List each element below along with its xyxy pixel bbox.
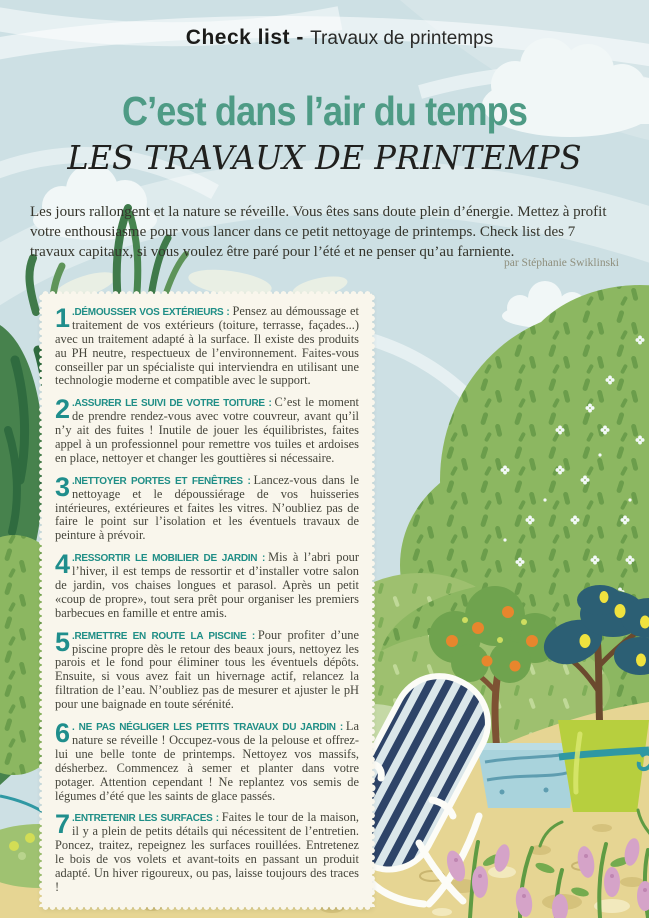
item-number: 3 xyxy=(55,471,70,502)
checklist-item-6 xyxy=(55,720,359,803)
page-title: C’est dans l’air du temps xyxy=(121,88,528,134)
item-body: Pensez au démoussage et traitement de vos extérieurs (toiture, terrasse, façades...) avec un traitement adapté à la surface. Il existe des produits au PH neutre, respectueux de l’environnement. Faites-vous conseiller par un spécialiste qui interviendra en utilisant une technologie moderne et compatible avec le support. xyxy=(55,304,359,388)
item-body: Lancez-vous dans le nettoyage et le dépoussiérage de vos huisseries intérieures, extérieures et faites les vitres. N’oubliez pas de faire le point sur l’isolation et les éventuels travaux de peinture à prévoir. xyxy=(55,472,359,543)
item-heading: .ENTRETENIR LES SURFACES : xyxy=(72,813,219,825)
checklist-item-1 xyxy=(55,305,359,388)
item-number: 4 xyxy=(55,549,70,580)
page-subtitle: LES TRAVAUX DE PRINTEMPS xyxy=(67,138,582,177)
item-number: 2 xyxy=(55,394,70,425)
kicker-rest: Travaux de printemps xyxy=(310,28,494,49)
checklist-item-3 xyxy=(55,471,359,543)
item-heading: . NE PAS NÉGLIGER LES PETITS TRAVAUX DU JARDIN : xyxy=(72,722,343,734)
item-number: 1 xyxy=(55,303,70,333)
checklist-item-7 xyxy=(55,811,359,894)
item-heading: .ASSURER LE SUIVI DE VOTRE TOITURE : xyxy=(72,398,272,410)
item-body: La nature se réveille ! Occupez-vous de la pelouse et offrez-lui une belle tonte de printemps. Nettoyez vos massifs, désherbez. Commencez à semer et planter dans votre potager. Attention cependant ! Ne replantez vos semis de légumes d’été que les saints de glace passés. xyxy=(55,719,359,803)
intro-paragraph: Les jours rallongent et la nature se réveille. Vous êtes sans doute plein d’énergie. Mettez à profit votre enthousiasme pour vous lancer dans ce petit nettoyage de printemps. Check list des 7 travaux capitaux, si vous voulez être paré pour l’été et ne penser qu’au farniente. xyxy=(30,204,607,260)
kicker-bold: Check list - xyxy=(185,26,311,49)
item-number: 5 xyxy=(55,626,70,657)
checklist-item-2 xyxy=(55,396,359,465)
item-heading: .DÉMOUSSER VOS EXTÉRIEURS : xyxy=(72,307,230,318)
item-heading: .NETTOYER PORTES ET FENÊTRES : xyxy=(72,475,251,487)
item-number: 6 xyxy=(55,718,70,749)
item-body: Pour profiter d’une piscine propre dès le retour des beaux jours, nettoyez les parois et le fond pour éliminer tous les éventuels dépôts. Ensuite, si vous avez fait un hivernage actif, relancez la filtration de l’eau. N’oubliez pas de mesurer et ajuster le pH pour une baignade en toute sérénité. xyxy=(55,627,359,712)
lime-pot xyxy=(558,720,649,812)
byline: par Stéphanie Swiklinski xyxy=(504,257,619,269)
checklist-item-4 xyxy=(55,551,359,620)
kicker xyxy=(0,26,649,50)
item-body: Mis à l’abri pour l’hiver, il est temps de ressortir et d’installer votre salon de jardin, vos chaises longues et parasol. Après un petit «coup de propre», tout sera prêt pour organiser les premiers barbecues en famille et entre amis. xyxy=(55,550,359,620)
item-body: Faites le tour de la maison, il y a plein de petits détails qui nécessitent de l’entretien. Poncez, traitez, repeignez les surfaces rouillées. Entretenez le bois de vos volets et avant-toits en passant un produit adapté. Un hiver rigoureux, ou pas, laisse toujours des traces ! xyxy=(55,810,360,894)
checklist-item-5 xyxy=(55,626,359,712)
item-heading: .REMETTRE EN ROUTE LA PISCINE : xyxy=(72,630,255,642)
checklist-panel xyxy=(42,294,372,907)
item-heading: .RESSORTIR LE MOBILIER DE JARDIN : xyxy=(72,553,266,565)
item-number: 7 xyxy=(55,809,70,840)
item-body: C’est le moment de prendre rendez-vous avec votre couvreur, avant qu’il n’y ait des fuites ! Inutile de jouer les équilibristes, faites appel à un professionnel pour remettre vos tuiles et ardoises en place, nettoyer et changer les gouttières si nécessaire. xyxy=(55,395,359,465)
